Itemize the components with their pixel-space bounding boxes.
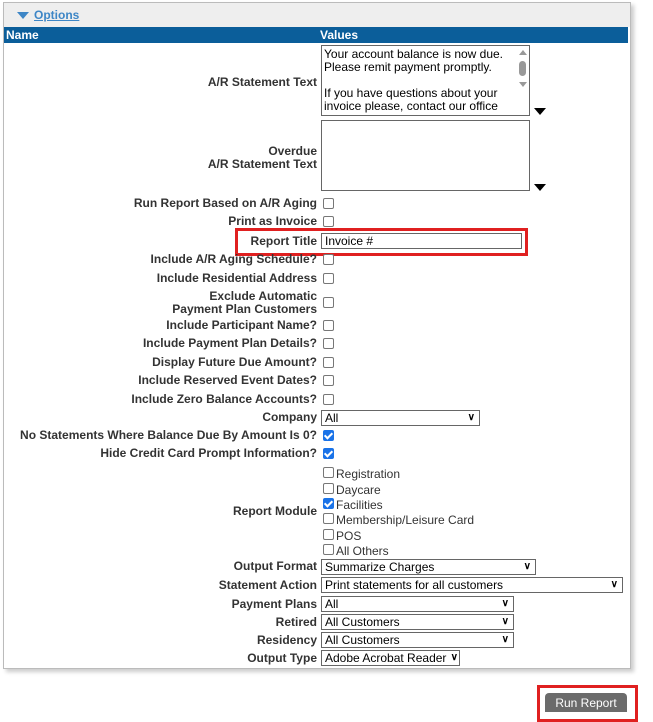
select-value: Adobe Acrobat Reader <box>325 651 447 665</box>
label-line: Exclude Automatic <box>209 289 317 303</box>
output-type-label: Output Type <box>247 651 317 665</box>
retired-label: Retired <box>275 615 317 629</box>
select-value: Summarize Charges <box>325 560 435 574</box>
print-invoice-label: Print as Invoice <box>228 214 317 228</box>
aging-schedule-label: Include A/R Aging Schedule? <box>150 252 317 266</box>
module-registration-checkbox[interactable] <box>323 467 334 478</box>
label-line: A/R Statement Text <box>207 157 317 171</box>
text-line: invoice please, contact our office <box>324 99 498 113</box>
chevron-down-icon: ∨ <box>467 412 475 423</box>
zero-balance-checkbox[interactable] <box>323 394 334 405</box>
future-due-checkbox[interactable] <box>323 357 334 368</box>
reserved-dates-checkbox[interactable] <box>323 375 334 386</box>
residency-select[interactable] <box>321 632 514 648</box>
company-select[interactable] <box>321 410 480 426</box>
report-title-input[interactable]: Invoice # <box>321 233 522 249</box>
residential-address-label: Include Residential Address <box>156 271 317 285</box>
module-option-label: POS <box>336 529 362 543</box>
module-pos-checkbox[interactable] <box>323 529 334 540</box>
no-statements-label: No Statements Where Balance Due By Amount Is 0? <box>20 428 317 442</box>
print-invoice-checkbox[interactable] <box>323 216 334 227</box>
company-label: Company <box>262 410 317 424</box>
aging-schedule-checkbox[interactable] <box>323 254 334 265</box>
payment-plan-details-label: Include Payment Plan Details? <box>142 336 317 350</box>
module-membership-checkbox[interactable] <box>323 513 334 524</box>
overdue-label <box>208 145 317 171</box>
module-option-label: Membership/Leisure Card <box>336 513 475 527</box>
label-line: Overdue <box>268 144 317 158</box>
chevron-down-icon: ∨ <box>501 634 509 645</box>
hide-cc-label: Hide Credit Card Prompt Information? <box>100 446 317 460</box>
statement-action-select[interactable] <box>321 577 623 593</box>
expand-arrow-icon[interactable] <box>534 108 546 115</box>
retired-select[interactable] <box>321 614 514 630</box>
hide-cc-checkbox[interactable] <box>323 448 334 459</box>
residential-address-checkbox[interactable] <box>323 273 334 284</box>
options-header[interactable] <box>4 3 630 27</box>
participant-name-label: Include Participant Name? <box>166 318 317 332</box>
ar-text-textarea[interactable] <box>321 45 530 116</box>
options-panel <box>3 2 631 669</box>
future-due-label: Display Future Due Amount? <box>152 355 317 369</box>
module-option-label: Facilities <box>336 498 383 512</box>
report-module-label: Report Module <box>233 504 317 518</box>
module-facilities-checkbox[interactable] <box>323 498 334 509</box>
run-based-aging-checkbox[interactable] <box>323 198 334 209</box>
overdue-textarea[interactable] <box>321 120 530 191</box>
select-value: All <box>325 411 339 425</box>
col-name: Name <box>6 28 39 42</box>
exclude-auto-label <box>172 290 317 316</box>
run-report-button[interactable]: Run Report <box>545 693 627 712</box>
chevron-down-icon: ∨ <box>501 616 509 627</box>
report-title-label: Report Title <box>250 234 317 248</box>
chevron-down-icon: ∨ <box>523 561 531 572</box>
text-line: Please remit payment promptly. <box>324 60 492 74</box>
text-line: If you have questions about your <box>324 86 498 100</box>
select-value: All <box>325 597 339 611</box>
run-based-aging-label: Run Report Based on A/R Aging <box>133 196 317 210</box>
chevron-down-icon: ∨ <box>610 579 618 590</box>
exclude-auto-checkbox[interactable] <box>323 297 334 308</box>
col-values: Values <box>320 28 359 42</box>
table-header <box>4 27 628 43</box>
text-line: Your account balance is now due. <box>324 47 504 61</box>
output-format-select[interactable] <box>321 559 536 575</box>
payment-plans-label: Payment Plans <box>231 597 317 611</box>
payment-plans-select[interactable] <box>321 596 514 612</box>
chevron-down-icon: ∨ <box>450 652 458 663</box>
no-statements-checkbox[interactable] <box>323 430 334 441</box>
module-option-label: Registration <box>336 467 401 481</box>
statement-action-label: Statement Action <box>218 578 317 592</box>
participant-name-checkbox[interactable] <box>323 320 334 331</box>
textarea-scrollbar[interactable] <box>519 50 527 100</box>
reserved-dates-label: Include Reserved Event Dates? <box>138 373 317 387</box>
options-toggle-link[interactable]: Options <box>34 8 80 22</box>
select-value: Print statements for all customers <box>325 578 504 592</box>
output-type-select[interactable] <box>321 650 460 666</box>
module-daycare-checkbox[interactable] <box>323 483 334 494</box>
expand-arrow-icon[interactable] <box>534 184 546 191</box>
select-value: All Customers <box>325 615 400 629</box>
label-line: Payment Plan Customers <box>172 302 317 316</box>
module-all-others-checkbox[interactable] <box>323 544 334 555</box>
zero-balance-label: Include Zero Balance Accounts? <box>131 392 317 406</box>
module-option-label: Daycare <box>336 483 381 497</box>
module-option-label: All Others <box>336 544 389 558</box>
chevron-down-icon: ∨ <box>501 598 509 609</box>
payment-plan-details-checkbox[interactable] <box>323 338 334 349</box>
caret-down-icon[interactable] <box>17 12 29 19</box>
select-value: All Customers <box>325 633 400 647</box>
output-format-label: Output Format <box>233 559 317 573</box>
residency-label: Residency <box>256 633 317 647</box>
ar-text-label: A/R Statement Text <box>207 75 317 89</box>
